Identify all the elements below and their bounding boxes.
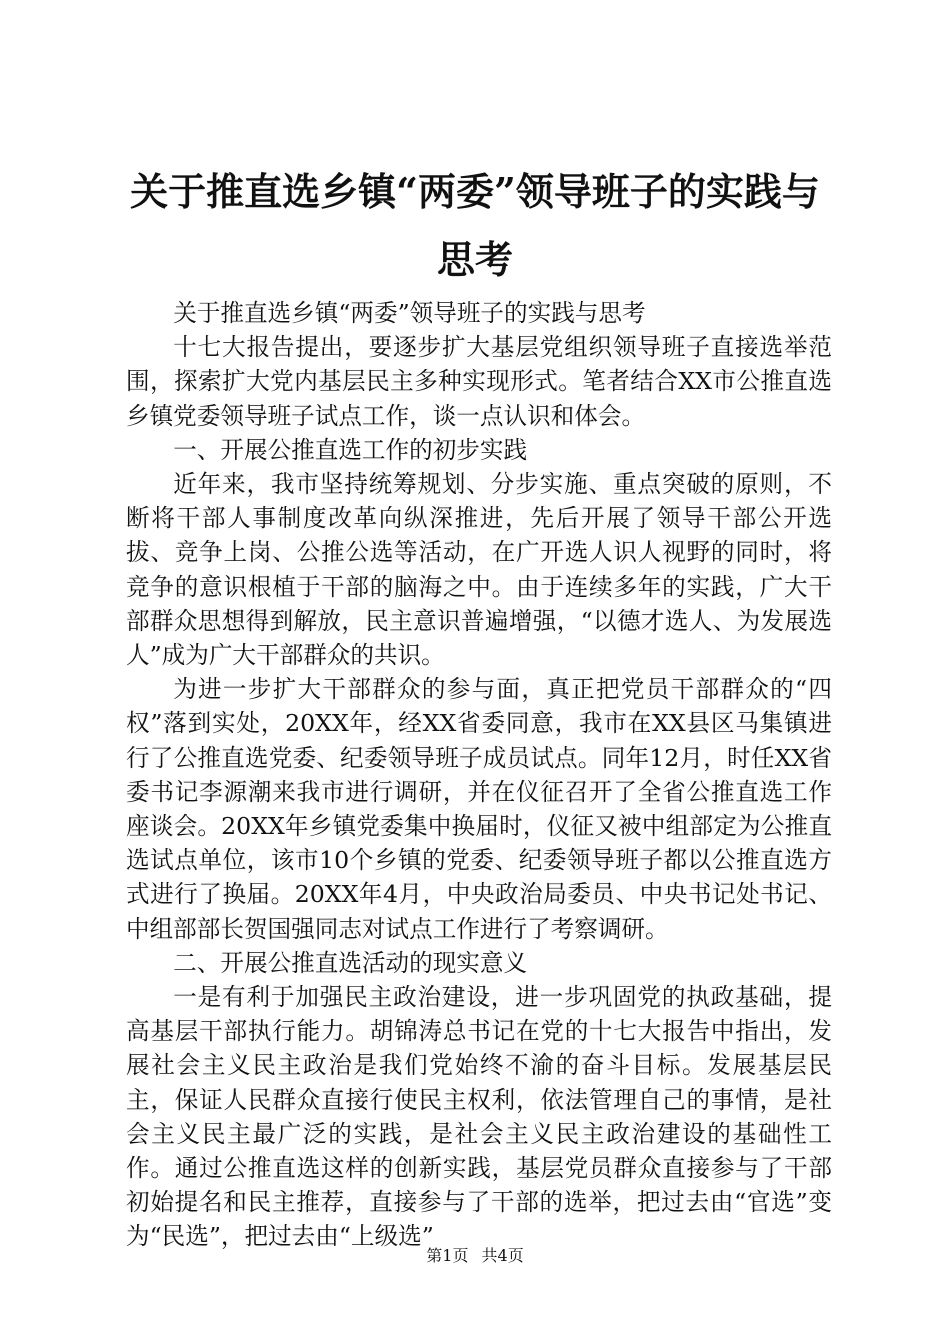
paragraph-subtitle: 关于推直选乡镇“两委”领导班子的实践与思考 [173, 299, 646, 327]
paragraph-practice-2: 为进一步扩大干部群众的参与面，真正把党员干部群众的“四权”落到实处，20XX年，经XX省委同意，我市在XX县区马集镇进行了公推直选党委、纪委领导班子成员试点。同年12月，时任XX省委书记李源潮来我市进行调研，并在仪征召开了全省公推直选工作座谈会。20XX年乡镇党委集中换届时，仪征又被中组部定为公推直选试点单位，该市10个乡镇的党委、纪委领导班子都以公推直选方式进行了换届。20XX年4月，中央政治局委员、中央书记处书记、中组部部长贺国强同志对试点工作进行了考察调研。 [126, 675, 832, 943]
document-body [126, 296, 832, 1254]
section-heading-1: 一、开展公推直选工作的初步实践 [173, 435, 528, 464]
paragraph-intro: 十七大报告提出，要逐步扩大基层党组织领导班子直接选举范围，探索扩大党内基层民主多种实现形式。笔者结合XX市公推直选乡镇党委领导班子试点工作，谈一点认识和体会。 [126, 333, 832, 430]
document-title: 关于推直选乡镇“两委”领导班子的实践与思考 [130, 169, 820, 282]
paragraph-significance-1: 一是有利于加强民主政治建设，进一步巩固党的执政基础，提高基层干部执行能力。胡锦涛总书记在党的十七大报告中指出，发展社会主义民主政治是我们党始终不渝的奋斗目标。发展基层民主，保证人民群众直接行使民主权利，依法管理自己的事情，是社会主义民主最广泛的实践，是社会主义民主政治建设的基础性工作。通过公推直选这样的创新实践，基层党员群众直接参与了干部初始提名和民主推荐，直接参与了干部的选举，把过去由“官选”变为“民选”，把过去由“上级选” [126, 983, 832, 1251]
paragraph-practice-1: 近年来，我市坚持统筹规划、分步实施、重点突破的原则，不断将干部人事制度改革向纵深推进，先后开展了领导干部公开选拔、竞争上岗、公推公选等活动，在广开选人识人视野的同时，将竞争的意识根植于干部的脑海之中。由于连续多年的实践，广大干部群众思想得到解放，民主意识普遍增强，“以德才选人、为发展选人”成为广大干部群众的共识。 [126, 470, 832, 670]
section-heading-2: 二、开展公推直选活动的现实意义 [173, 948, 528, 977]
page-total: 共4页 [481, 1246, 524, 1265]
page-footer [0, 1246, 950, 1266]
page-number: 第1页 [426, 1246, 469, 1265]
